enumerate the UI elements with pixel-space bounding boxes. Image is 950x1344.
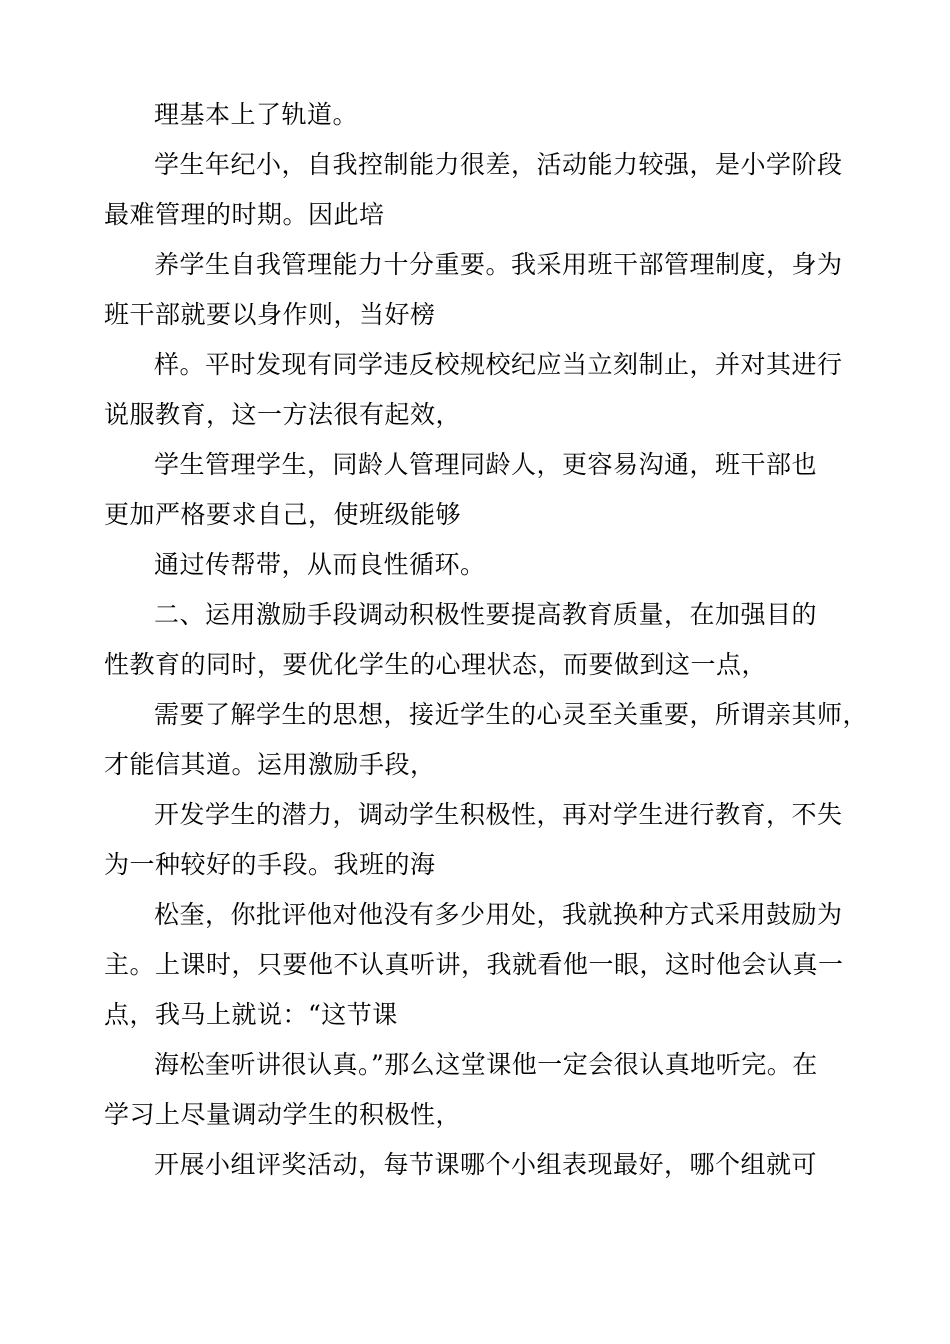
text-line: 为一种较好的手段。我班的海 <box>104 850 436 879</box>
text-line: 才能信其道。运用激励手段， <box>104 750 436 779</box>
text-line: 海松奎听讲很认真。”那么这堂课他一定会很认真地听完。在 <box>154 1050 818 1079</box>
text-line: 样。平时发现有同学违反校规校纪应当立刻制止，并对其进行 <box>154 350 843 379</box>
text-line: 最难管理的时期。因此培 <box>104 200 385 229</box>
text-line: 需要了解学生的思想，接近学生的心灵至关重要，所谓亲其师， <box>154 700 869 729</box>
text-line: 松奎，你批评他对他没有多少用处，我就换种方式采用鼓励为 <box>154 900 843 929</box>
text-line: 更加严格要求自己，使班级能够 <box>104 500 462 529</box>
text-line: 开发学生的潜力，调动学生积极性，再对学生进行教育，不失 <box>154 800 843 829</box>
text-line: 二、运用激励手段调动积极性要提高教育质量，在加强目的 <box>154 600 818 629</box>
text-line: 理基本上了轨道。 <box>154 100 359 129</box>
text-line: 养学生自我管理能力十分重要。我采用班干部管理制度，身为 <box>154 250 843 279</box>
text-line: 学习上尽量调动学生的积极性， <box>104 1100 462 1129</box>
text-line: 班干部就要以身作则，当好榜 <box>104 300 436 329</box>
text-line: 说服教育，这一方法很有起效， <box>104 400 462 429</box>
text-line: 学生年纪小，自我控制能力很差，活动能力较强，是小学阶段 <box>154 150 843 179</box>
text-line: 学生管理学生，同龄人管理同龄人，更容易沟通，班干部也 <box>154 450 818 479</box>
text-line: 开展小组评奖活动，每节课哪个小组表现最好，哪个组就可 <box>154 1150 818 1179</box>
text-line: 点，我马上就说：“这节课 <box>104 1000 398 1029</box>
text-line: 主。上课时，只要他不认真听讲，我就看他一眼，这时他会认真一 <box>104 950 844 979</box>
text-line: 通过传帮带，从而良性循环。 <box>154 550 486 579</box>
text-line: 性教育的同时，要优化学生的心理状态，而要做到这一点， <box>104 650 768 679</box>
